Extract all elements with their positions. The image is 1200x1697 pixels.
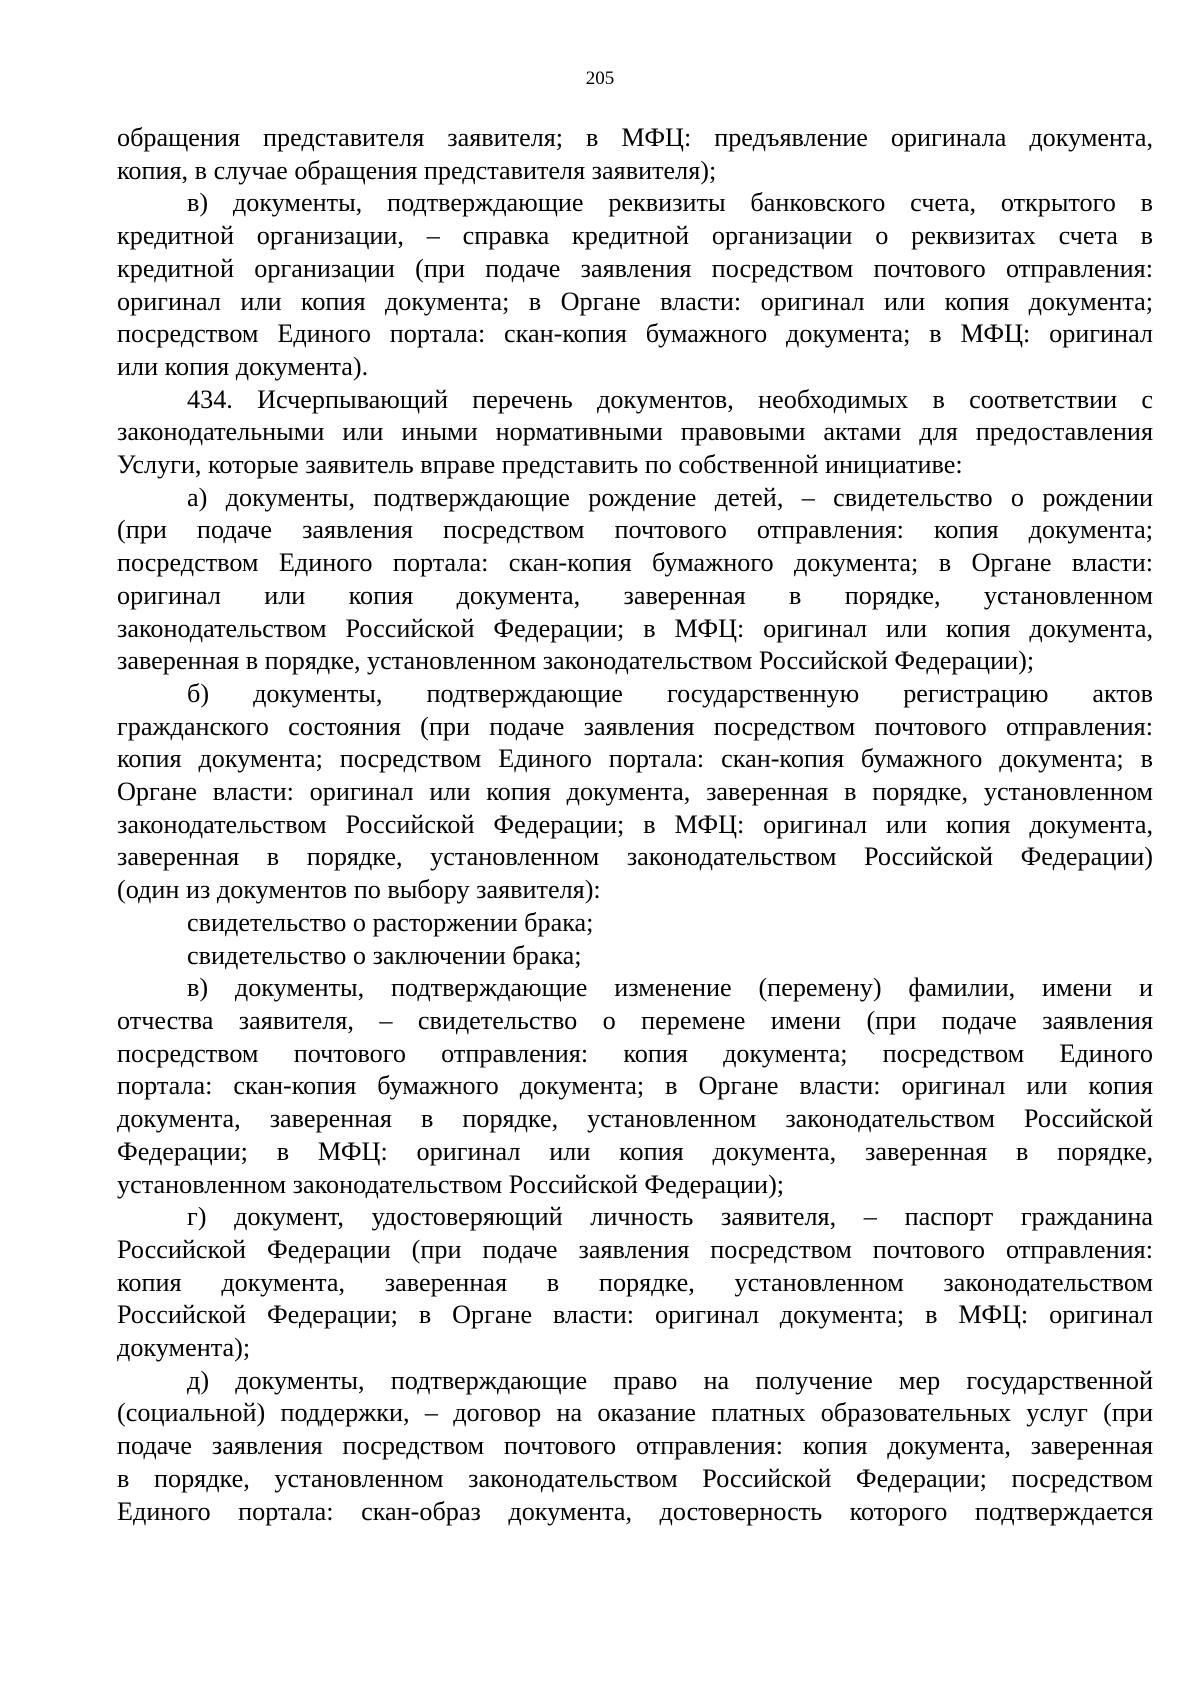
- text-line: посредством почтового отправления: копия документа; посредством Единого: [117, 1038, 1153, 1068]
- document-body: [117, 122, 1153, 1528]
- text-line: или копия документа).: [117, 351, 369, 381]
- text-line: (социальной) поддержки, – договор на оказание платных образовательных услуг (при: [117, 1398, 1153, 1428]
- text-line: документа, заверенная в порядке, установленном законодательством Российской: [117, 1104, 1153, 1134]
- text-line: копия документа; посредством Единого портала: скан-копия бумажного документа; в: [117, 744, 1153, 774]
- text-line: в) документы, подтверждающие реквизиты банковского счета, открытого в: [187, 188, 1153, 218]
- text-line: (при подаче заявления посредством почтового отправления: копия документа;: [117, 515, 1153, 545]
- text-line: свидетельство о расторжении брака;: [187, 907, 594, 937]
- text-line: гражданского состояния (при подаче заявления посредством почтового отправления:: [117, 711, 1153, 741]
- text-line: Российской Федерации; в Органе власти: оригинал документа; в МФЦ: оригинал: [117, 1300, 1153, 1330]
- text-line: Федерации; в МФЦ: оригинал или копия документа, заверенная в порядке,: [117, 1136, 1153, 1166]
- text-line: посредством Единого портала: скан-копия бумажного документа; в Органе власти:: [117, 548, 1153, 578]
- text-line: заверенная в порядке, установленном законодательством Российской Федерации): [117, 842, 1153, 872]
- text-line: обращения представителя заявителя; в МФЦ: предъявление оригинала документа,: [117, 123, 1153, 152]
- text-line: а) документы, подтверждающие рождение детей, – свидетельство о рождении: [187, 482, 1153, 512]
- page-number: 205: [585, 68, 615, 89]
- text-line: г) документ, удостоверяющий личность заявителя, – паспорт гражданина: [187, 1202, 1153, 1232]
- text-line: в) документы, подтверждающие изменение (перемену) фамилии, имени и: [187, 973, 1153, 1003]
- text-line: оригинал или копия документа, заверенная в порядке, установленном: [117, 580, 1153, 610]
- text-line: д) документы, подтверждающие право на получение мер государственной: [187, 1365, 1153, 1395]
- text-line: (один из документов по выбору заявителя):: [117, 875, 601, 905]
- text-line: б) документы, подтверждающие государственную регистрацию актов: [187, 678, 1153, 708]
- text-line: Российской Федерации (при подаче заявления посредством почтового отправления:: [117, 1234, 1153, 1264]
- text-line: заверенная в порядке, установленном законодательством Российской Федерации);: [117, 646, 1035, 676]
- text-line: 434. Исчерпывающий перечень документов, необходимых в соответствии с: [187, 384, 1153, 414]
- text-line: копия, в случае обращения представителя заявителя);: [117, 155, 717, 185]
- text-line: кредитной организации, – справка кредитной организации о реквизитах счета в: [117, 221, 1153, 251]
- text-line: Услуги, которые заявитель вправе представить по собственной инициативе:: [117, 450, 963, 480]
- text-line: подаче заявления посредством почтового отправления: копия документа, заверенная: [117, 1431, 1153, 1461]
- text-line: свидетельство о заключении брака;: [187, 940, 582, 970]
- text-line: Органе власти: оригинал или копия документа, заверенная в порядке, установленном: [117, 777, 1153, 807]
- text-line: копия документа, заверенная в порядке, установленном законодательством: [117, 1267, 1153, 1297]
- text-line: законодательством Российской Федерации; в МФЦ: оригинал или копия документа,: [117, 809, 1153, 839]
- text-line: оригинал или копия документа; в Органе власти: оригинал или копия документа;: [117, 286, 1153, 316]
- text-line: Единого портала: скан-образ документа, достоверность которого подтверждается: [117, 1496, 1153, 1526]
- text-line: кредитной организации (при подаче заявления посредством почтового отправления:: [117, 253, 1153, 283]
- text-line: законодательными или иными нормативными правовыми актами для предоставления: [117, 417, 1153, 447]
- text-line: портала: скан-копия бумажного документа; в Органе власти: оригинал или копия: [117, 1071, 1153, 1101]
- text-line: отчества заявителя, – свидетельство о перемене имени (при подаче заявления: [117, 1005, 1153, 1035]
- text-line: установленном законодательством Российской Федерации);: [117, 1169, 785, 1199]
- text-line: законодательством Российской Федерации; в МФЦ: оригинал или копия документа,: [117, 613, 1153, 643]
- text-line: в порядке, установленном законодательством Российской Федерации; посредством: [117, 1463, 1153, 1493]
- text-line: посредством Единого портала: скан-копия бумажного документа; в МФЦ: оригинал: [117, 319, 1153, 349]
- text-line: документа);: [117, 1333, 251, 1363]
